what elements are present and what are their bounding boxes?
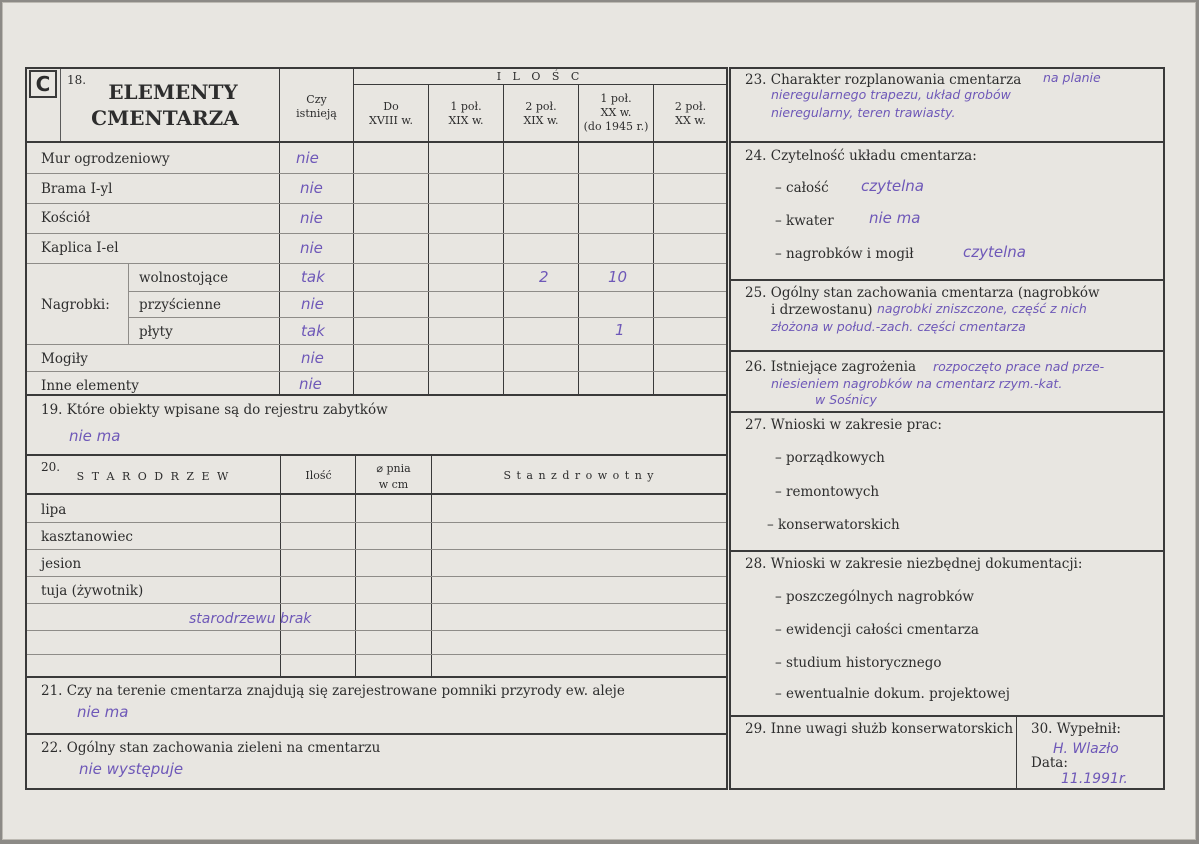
right-frame-right [1163, 67, 1165, 790]
s20-pnia-header-l2: w cm [378, 478, 409, 491]
count-wolnostojace-2pol-xix: 2 [539, 268, 549, 286]
right-frame-left [729, 67, 731, 790]
col-header-1-l1: Do [383, 100, 399, 113]
s29-s30-divider [1016, 716, 1017, 789]
row-label-mur: Mur ogrodzeniowy [41, 151, 170, 167]
col-line-c3 [503, 85, 504, 394]
s20-row-sep [27, 522, 726, 523]
answer-czy-mur: nie [296, 149, 319, 167]
answer-czy-kosciol: nie [300, 209, 323, 227]
s28-item-projektowej: – ewentualnie dokum. projektowej [775, 686, 1010, 702]
s23-bottom-line [729, 141, 1165, 143]
s22-label: 22. Ogólny stan zachowania zieleni na cmentarzu [41, 740, 381, 756]
letter-box-divider [60, 69, 61, 141]
col-line-c2 [428, 85, 429, 394]
ilosc-underline [353, 84, 727, 85]
s24-answer-kwater: nie ma [869, 209, 921, 227]
tree-row-kasztanowiec: kasztanowiec [41, 529, 133, 545]
record-card [2, 2, 1196, 840]
row-label-plyty: płyty [139, 324, 173, 340]
s23-answer-2: nieregularnego trapezu, układ grobów [771, 87, 1011, 102]
s27-item-porzadkowych: – porządkowych [775, 450, 885, 466]
col-header-2-l1: 1 poł. [450, 100, 482, 113]
s28-item-ewidencji: – ewidencji całości cmentarza [775, 622, 979, 638]
s20-col-line-2 [355, 455, 356, 677]
col-line-c5 [653, 85, 654, 394]
s18-title-line1: ELEMENTY [108, 80, 238, 104]
col-header-4-l1: 1 poł. [600, 92, 632, 105]
s28-label: 28. Wnioski w zakresie niezbędnej dokumentacji: [745, 556, 1083, 572]
s24-bottom-line [729, 279, 1165, 281]
row-sep [27, 371, 726, 372]
row-label-kaplica: Kaplica I-el [41, 240, 119, 256]
s27-bottom-line [729, 550, 1165, 552]
s25-bottom-line [729, 350, 1165, 352]
s20-pnia-header-l1: ⌀ pnia [376, 462, 411, 475]
answer-czy-przyscienne: nie [301, 295, 324, 313]
s27-label: 27. Wnioski w zakresie prac: [745, 417, 942, 433]
s26-answer-3: w Sośnicy [815, 392, 877, 407]
s20-header-bottom [25, 493, 727, 495]
s30-name: H. Wlazło [1053, 741, 1119, 757]
row-sep [27, 203, 726, 204]
s28-item-studium: – studium historycznego [775, 655, 942, 671]
s20-ilosc-header: Ilość [305, 469, 332, 482]
s20-row-sep [27, 603, 726, 604]
s26-bottom-line [729, 411, 1165, 413]
s29-label: 29. Inne uwagi służb konserwatorskich [745, 721, 1014, 737]
row-sep [27, 173, 726, 174]
s24-label: 24. Czytelność układu cmentarza: [745, 148, 977, 164]
s20-note: starodrzewu brak [189, 611, 312, 627]
s24-item-nagrobkow: – nagrobków i mogił [775, 246, 914, 262]
row-label-brama: Brama I-yl [41, 181, 113, 197]
s18-number: 18. [67, 73, 87, 87]
left-frame-top [25, 67, 727, 69]
answer-czy-plyty: tak [301, 322, 325, 340]
czy-header-line2: istnieją [296, 107, 337, 120]
s24-answer-nagrobkow: czytelna [963, 243, 1026, 261]
col-header-2-l2: XIX w. [448, 114, 484, 127]
row-label-nagrobki: Nagrobki: [41, 297, 110, 313]
s20-row-sep [27, 630, 726, 631]
row-sep [27, 263, 726, 264]
row-label-mogily: Mogiły [41, 351, 88, 367]
s19-bottom-line [25, 454, 727, 456]
col-header-4-l3: (do 1945 r.) [583, 120, 649, 133]
col-header-3-l2: XIX w. [523, 114, 559, 127]
answer-czy-kaplica: nie [300, 239, 323, 257]
tree-row-tuja: tuja (żywotnik) [41, 583, 144, 599]
s19-answer: nie ma [69, 427, 121, 445]
s22-answer: nie występuje [79, 760, 184, 778]
s24-item-kwater: – kwater [775, 213, 834, 229]
col-header-4-l2: XX w. [600, 106, 632, 119]
s24-answer-calosc: czytelna [861, 177, 924, 195]
s21-bottom-line [25, 733, 727, 735]
row-sep [128, 291, 726, 292]
s30-date: 11.1991r. [1061, 771, 1128, 787]
s20-bottom-line [25, 676, 727, 678]
s28-bottom-line [729, 715, 1165, 717]
s26-label: 26. Istniejące zagrożenia [745, 359, 917, 375]
section-letter-box [29, 70, 57, 98]
col-header-5-l2: XX w. [675, 114, 706, 127]
s23-label: 23. Charakter rozplanowania cmentarza [745, 72, 1022, 88]
s26-answer-2: niesieniem nagrobków na cmentarz rzym.-kat. [771, 376, 1063, 391]
s26-answer-1: rozpoczęto prace nad prze- [933, 359, 1105, 374]
s25-label-line2: i drzewostanu) [771, 302, 873, 318]
s21-label: 21. Czy na terenie cmentarza znajdują się zarejestrowane pomniki przyrody ew. aleje [41, 683, 625, 699]
ilosc-header: I L O Ś C [496, 70, 584, 83]
s18-title-line2: CMENTARZA [91, 106, 239, 130]
right-frame-bottom [729, 788, 1165, 790]
s25-label-line1: 25. Ogólny stan zachowania cmentarza (nagrobków [745, 285, 1100, 301]
count-plyty-1pol-xx: 1 [615, 321, 625, 339]
left-frame-bottom [25, 788, 728, 790]
s21-answer: nie ma [77, 703, 129, 721]
s28-item-nagrobkow: – poszczególnych nagrobków [775, 589, 974, 605]
row-label-inne: Inne elementy [41, 378, 139, 394]
s20-row-sep [27, 576, 726, 577]
col-header-1-l2: XVIII w. [369, 114, 413, 127]
s20-row-sep [27, 654, 726, 655]
row-sep [128, 317, 726, 318]
s20-number: 20. [41, 460, 61, 474]
right-frame-top [729, 67, 1165, 69]
answer-czy-mogily: nie [301, 349, 324, 367]
s20-stan-header: S t a n z d r o w o t n y [503, 469, 655, 482]
s30-data-label: Data: [1031, 755, 1068, 771]
left-frame-right [726, 67, 728, 790]
row-sep [27, 344, 726, 345]
s20-title: S T A R O D R Z E W [76, 470, 231, 483]
s19-label: 19. Które obiekty wpisane są do rejestru zabytków [41, 402, 388, 418]
s20-row-sep [27, 549, 726, 550]
col-header-5-l1: 2 poł. [674, 100, 707, 113]
czy-header-line1: Czy [306, 93, 327, 106]
count-wolnostojace-1pol-xx: 10 [608, 268, 628, 286]
row-label-wolnostojace: wolnostojące [139, 270, 229, 286]
s27-item-remontowych: – remontowych [775, 484, 880, 500]
answer-czy-inne: nie [299, 375, 322, 393]
s23-answer-3: nieregularny, teren trawiasty. [771, 105, 956, 120]
s20-col-line-1 [280, 455, 281, 677]
row-label-kosciol: Kościół [41, 210, 91, 226]
nagrobki-divider [128, 264, 129, 344]
row-label-przyscienne: przyścienne [139, 297, 222, 313]
s20-col-line-3 [431, 455, 432, 677]
s24-item-calosc: – całość [775, 180, 829, 196]
tree-row-jesion: jesion [41, 556, 82, 572]
s25-answer-1: nagrobki zniszczone, część z nich [877, 301, 1087, 316]
answer-czy-brama: nie [300, 179, 323, 197]
s23-answer-1: na planie [1043, 70, 1101, 85]
left-frame-left [25, 67, 27, 790]
s27-item-konserwatorskich: – konserwatorskich [767, 517, 900, 533]
s25-answer-2: złożona w połud.-zach. części cmentarza [771, 319, 1026, 334]
answer-czy-wolnostojace: tak [301, 268, 325, 286]
section-letter: C [35, 72, 51, 96]
col-header-3-l1: 2 poł. [525, 100, 557, 113]
header-bottom-line [25, 141, 727, 143]
tree-row-lipa: lipa [41, 502, 67, 518]
row-sep [27, 233, 726, 234]
s18-bottom-line [25, 394, 727, 396]
s30-label: 30. Wypełnił: [1031, 721, 1121, 737]
